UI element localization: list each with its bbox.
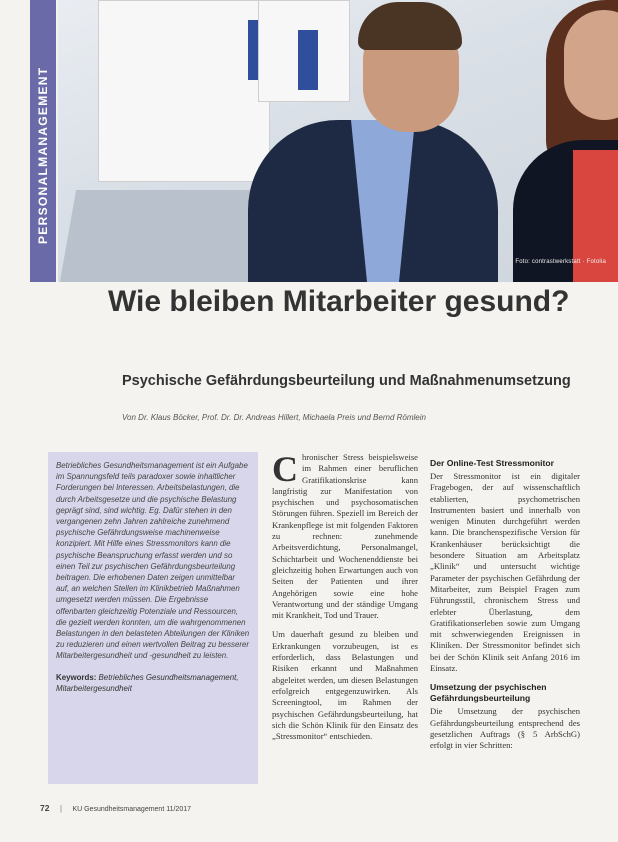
keywords-label: Keywords:	[56, 672, 97, 682]
paragraph: Die Umsetzung der psychischen Gefährdungsbeurteilung entsprechend des gesetzlichen Auftrags (§ 5 ArbSchG) erfolgt in vier Schritten:	[430, 706, 580, 751]
text-column-3	[430, 452, 580, 760]
laptop	[60, 190, 276, 282]
paragraph	[272, 449, 418, 621]
binder	[298, 30, 318, 90]
article-subtitle: Psychische Gefährdungsbeurteilung und Maßnahmenumsetzung	[122, 373, 571, 389]
woman-face	[564, 10, 618, 120]
paragraph: Um dauerhaft gesund zu bleiben und Erkrankungen vorzubeugen, ist es erforderlich, dass Belastungen und Risiken erkannt und Maßnahmen abgeleitet werden, um diesen Belastungen erfolgreich entgegenzuwirken. Als Screeningtool, im Rahmen der psychischen Gefährdungsbeurteilung, hat sich die Schön Klinik für den Einsatz des „Stressmonitor“ entschieden.	[272, 629, 418, 742]
subheading: Umsetzung der psychischen Gefährdungsbeurteilung	[430, 682, 547, 704]
header-photo	[58, 0, 618, 282]
keywords-text: Betriebliches Gesundheitsmanagement, Mitarbeitergesundheit	[56, 672, 239, 694]
article-authors: Von Dr. Klaus Böcker, Prof. Dr. Dr. Andreas Hillert, Michaela Preis und Bernd Römlein	[122, 413, 426, 422]
section-label: PERSONALMANAGEMENT	[36, 66, 50, 244]
footer-separator: |	[59, 803, 63, 813]
abstract-text: Betriebliches Gesundheitsmanagement ist ein Aufgabe im Spannungsfeld teils paradoxer sowie inhaltlicher Forderungen bei Interessen. Arbeitsbelastungen, die durch Arbeitsgesetze und die psychische Belastung geprägt sind, sind wichtig. Eg. Dafür stehen in den vergangenen zehn Jahren zahlreiche zunehmend psychische Gefährdungsweise machinenweise konzipiert. Mit Hilfe eines Stressmonitors kann die psychische Beanspruchung erfasst werden und so einen Teil zur psychischen Gefährdungsbeurteilung beitragen. Die erhobenen Daten zeigen unmittelbar auf, an welchen Stellen im Klinikbetrieb Maßnahmen umgesetzt werden müssen. Die Ergebnisse offenbarten gleichzeitig Potenziale und Ressourcen, die gezielt werden konnten, um die wahrgenommenen Belastungen in den belasteten Abteilungen der Kliniken zu reduzieren und einen wertvollen Beitrag zu besserer Mitarbeitergesundheit und -gesundheit zu leisten.	[56, 461, 250, 661]
paragraph: Der Stressmonitor ist ein digitaler Fragebogen, der auf wissenschaftlich etablierten, psychometrischen Instrumenten basiert und innerhalb von wenigen Minuten durchgeführt werden kann. Die branchenspezifische Version für Krankenhäuser berücksichtigt die besondere Situation am Arbeitsplatz „Klinik“ und untersucht wichtige Parameter der psychischen Gefährdung der Mitarbeiter, zum Beispiel Fragen zum Führungsstil, chronischem Stress und erlebter Überlastung, dem Gratifikationserleben sowie zum Umgang mit schwerwiegenden Ereignissen in Kliniken. Der Stressmonitor befindet sich bei der Schön Klinik seit Anfang 2016 im Einsatz.	[430, 471, 580, 674]
article-title: Wie bleiben Mitarbeiter gesund?	[108, 285, 570, 318]
photo-credit: Foto: contrastwerkstatt · Fotolia	[515, 259, 606, 265]
keywords	[56, 672, 250, 695]
man-hair	[358, 2, 462, 50]
paragraph-text: hronischer Stress beispielsweise im Rahmen einer beruflichen Gratifikationskrise kann langfristig zur Manifestation von psychischen und psychosomatischen Störungen führen. Speziell im Bereich der Krankenpflege ist mit folgenden Faktoren zu rechnen: zunehmende Arbeitsverdichtung, Personalmangel, Schichtarbeit und Wochenenddienste bei gleichzeitig hohen Erwartungen auch von Seiten der Patienten und ihrer Angehörigen sowie eine hohe Verantwortung und der ständige Umgang mit Krankheit, Tod und Trauer.	[272, 452, 418, 621]
journal-name: KU Gesundheitsmanagement 11/2017	[72, 806, 191, 813]
page-number: 72	[40, 803, 50, 813]
abstract-box	[48, 452, 258, 784]
shelf	[98, 0, 270, 182]
dropcap: C	[272, 449, 298, 489]
subheading: Der Online-Test Stressmonitor	[430, 458, 554, 468]
page-footer	[40, 803, 191, 813]
text-column-2	[272, 449, 418, 750]
